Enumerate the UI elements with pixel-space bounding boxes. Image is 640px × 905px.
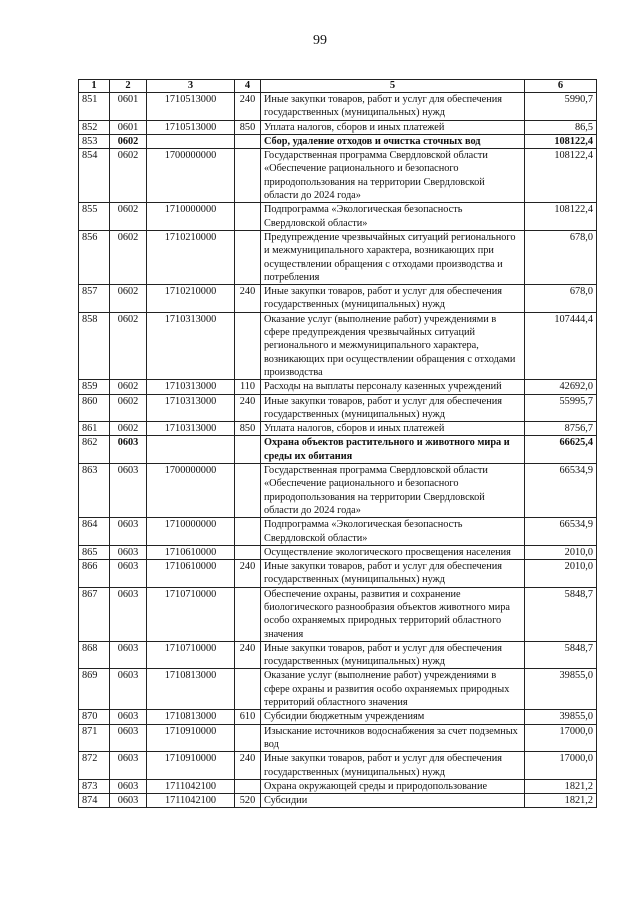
amount-cell: 17000,0 [525, 752, 597, 780]
expense-type-cell [235, 724, 261, 752]
expense-type-cell: 240 [235, 93, 261, 121]
expense-type-cell [235, 545, 261, 559]
expense-type-cell: 110 [235, 380, 261, 394]
section-code-cell: 0603 [110, 436, 147, 464]
amount-cell: 1821,2 [525, 794, 597, 808]
amount-cell: 66534,9 [525, 518, 597, 546]
expense-type-cell [235, 312, 261, 379]
item-name-cell: Охрана объектов растительного и животного мира и среды их обитания [261, 436, 525, 464]
expense-type-cell [235, 436, 261, 464]
item-name-cell: Подпрограмма «Экологическая безопасность Свердловской области» [261, 518, 525, 546]
section-code-cell: 0602 [110, 203, 147, 231]
amount-cell: 39855,0 [525, 710, 597, 724]
target-article-cell: 1710210000 [147, 230, 235, 284]
header-col-2: 2 [110, 80, 147, 93]
expense-type-cell: 850 [235, 120, 261, 134]
target-article-cell: 1710710000 [147, 641, 235, 669]
target-article-cell [147, 134, 235, 148]
row-number-cell: 859 [79, 380, 110, 394]
target-article-cell: 1710513000 [147, 120, 235, 134]
target-article-cell: 1710910000 [147, 752, 235, 780]
table-row [79, 203, 597, 231]
table-header-row [79, 80, 597, 93]
expense-type-cell [235, 203, 261, 231]
target-article-cell: 1710313000 [147, 380, 235, 394]
row-number-cell: 867 [79, 587, 110, 641]
expense-type-cell: 240 [235, 752, 261, 780]
item-name-cell: Государственная программа Свердловской области «Обеспечение рационального и безопасного природопользования на территории Свердловской области до 2024 года» [261, 149, 525, 203]
item-name-cell: Иные закупки товаров, работ и услуг для обеспечения государственных (муниципальных) нужд [261, 394, 525, 422]
amount-cell: 2010,0 [525, 560, 597, 588]
expense-type-cell [235, 518, 261, 546]
amount-cell: 66534,9 [525, 464, 597, 518]
section-code-cell: 0602 [110, 394, 147, 422]
table-row [79, 230, 597, 284]
expense-type-cell [235, 464, 261, 518]
table-row [79, 134, 597, 148]
amount-cell: 108122,4 [525, 203, 597, 231]
row-number-cell: 858 [79, 312, 110, 379]
expense-type-cell: 240 [235, 641, 261, 669]
table-row [79, 779, 597, 793]
item-name-cell: Субсидии [261, 794, 525, 808]
section-code-cell: 0602 [110, 422, 147, 436]
expense-type-cell: 240 [235, 285, 261, 313]
section-code-cell: 0602 [110, 380, 147, 394]
row-number-cell: 860 [79, 394, 110, 422]
section-code-cell: 0603 [110, 669, 147, 710]
section-code-cell: 0602 [110, 312, 147, 379]
table-row [79, 669, 597, 710]
row-number-cell: 852 [79, 120, 110, 134]
table-row [79, 464, 597, 518]
table-row [79, 545, 597, 559]
table-row [79, 794, 597, 808]
row-number-cell: 851 [79, 93, 110, 121]
row-number-cell: 868 [79, 641, 110, 669]
target-article-cell: 1710513000 [147, 93, 235, 121]
row-number-cell: 872 [79, 752, 110, 780]
row-number-cell: 863 [79, 464, 110, 518]
expense-type-cell: 850 [235, 422, 261, 436]
table-row [79, 560, 597, 588]
amount-cell: 108122,4 [525, 134, 597, 148]
section-code-cell: 0603 [110, 464, 147, 518]
section-code-cell: 0601 [110, 120, 147, 134]
table-row [79, 724, 597, 752]
amount-cell: 66625,4 [525, 436, 597, 464]
section-code-cell: 0602 [110, 230, 147, 284]
section-code-cell: 0602 [110, 134, 147, 148]
item-name-cell: Иные закупки товаров, работ и услуг для обеспечения государственных (муниципальных) нужд [261, 752, 525, 780]
row-number-cell: 871 [79, 724, 110, 752]
section-code-cell: 0601 [110, 93, 147, 121]
item-name-cell: Уплата налогов, сборов и иных платежей [261, 120, 525, 134]
table-row [79, 285, 597, 313]
table-row [79, 394, 597, 422]
amount-cell: 5848,7 [525, 641, 597, 669]
amount-cell: 42692,0 [525, 380, 597, 394]
table-body [79, 93, 597, 808]
table-row [79, 518, 597, 546]
target-article-cell: 1710813000 [147, 669, 235, 710]
expense-type-cell [235, 134, 261, 148]
amount-cell: 39855,0 [525, 669, 597, 710]
amount-cell: 678,0 [525, 230, 597, 284]
target-article-cell: 1710610000 [147, 545, 235, 559]
budget-table [78, 79, 597, 808]
section-code-cell: 0603 [110, 560, 147, 588]
row-number-cell: 862 [79, 436, 110, 464]
row-number-cell: 857 [79, 285, 110, 313]
section-code-cell: 0602 [110, 149, 147, 203]
table-row [79, 587, 597, 641]
expense-type-cell: 610 [235, 710, 261, 724]
row-number-cell: 874 [79, 794, 110, 808]
row-number-cell: 855 [79, 203, 110, 231]
expense-type-cell [235, 230, 261, 284]
row-number-cell: 864 [79, 518, 110, 546]
section-code-cell: 0603 [110, 779, 147, 793]
table-row [79, 120, 597, 134]
item-name-cell: Государственная программа Свердловской области «Обеспечение рационального и безопасного природопользования на территории Свердловской области до 2024 года» [261, 464, 525, 518]
item-name-cell: Осуществление экологического просвещения населения [261, 545, 525, 559]
table-row [79, 312, 597, 379]
expense-type-cell: 240 [235, 394, 261, 422]
item-name-cell: Оказание услуг (выполнение работ) учреждениями в сфере предупреждения чрезвычайных ситуаций регионального и межмуниципального характера, возникающих при осуществлении обращения с отходами производства [261, 312, 525, 379]
section-code-cell: 0603 [110, 752, 147, 780]
expense-type-cell [235, 779, 261, 793]
item-name-cell: Предупреждение чрезвычайных ситуаций регионального и межмуниципального характера, возникающих при осуществлении обращения с отходами производства и потребления [261, 230, 525, 284]
row-number-cell: 873 [79, 779, 110, 793]
row-number-cell: 861 [79, 422, 110, 436]
item-name-cell: Обеспечение охраны, развития и сохранение биологического разнообразия объектов животного мира особо охраняемых природных территорий областного значения [261, 587, 525, 641]
target-article-cell: 1710610000 [147, 560, 235, 588]
row-number-cell: 856 [79, 230, 110, 284]
item-name-cell: Иные закупки товаров, работ и услуг для обеспечения государственных (муниципальных) нужд [261, 641, 525, 669]
amount-cell: 86,5 [525, 120, 597, 134]
section-code-cell: 0603 [110, 587, 147, 641]
table-row [79, 93, 597, 121]
table-row [79, 436, 597, 464]
table-row [79, 752, 597, 780]
amount-cell: 17000,0 [525, 724, 597, 752]
table-row [79, 641, 597, 669]
target-article-cell: 1710813000 [147, 710, 235, 724]
item-name-cell: Оказание услуг (выполнение работ) учреждениями в сфере охраны и развития особо охраняемых природных территорий областного значения [261, 669, 525, 710]
target-article-cell: 1710313000 [147, 394, 235, 422]
target-article-cell: 1710313000 [147, 422, 235, 436]
amount-cell: 55995,7 [525, 394, 597, 422]
target-article-cell: 1700000000 [147, 464, 235, 518]
amount-cell: 108122,4 [525, 149, 597, 203]
section-code-cell: 0602 [110, 285, 147, 313]
table-row [79, 422, 597, 436]
amount-cell: 678,0 [525, 285, 597, 313]
section-code-cell: 0603 [110, 518, 147, 546]
header-col-5: 5 [261, 80, 525, 93]
item-name-cell: Уплата налогов, сборов и иных платежей [261, 422, 525, 436]
section-code-cell: 0603 [110, 794, 147, 808]
section-code-cell: 0603 [110, 710, 147, 724]
page-number: 99 [313, 33, 327, 48]
target-article-cell: 1710210000 [147, 285, 235, 313]
amount-cell: 8756,7 [525, 422, 597, 436]
section-code-cell: 0603 [110, 545, 147, 559]
expense-type-cell [235, 587, 261, 641]
item-name-cell: Субсидии бюджетным учреждениям [261, 710, 525, 724]
expense-type-cell [235, 149, 261, 203]
target-article-cell: 1700000000 [147, 149, 235, 203]
amount-cell: 5848,7 [525, 587, 597, 641]
row-number-cell: 870 [79, 710, 110, 724]
item-name-cell: Подпрограмма «Экологическая безопасность Свердловской области» [261, 203, 525, 231]
table-row [79, 380, 597, 394]
amount-cell: 107444,4 [525, 312, 597, 379]
target-article-cell: 1711042100 [147, 794, 235, 808]
target-article-cell: 1710000000 [147, 203, 235, 231]
target-article-cell: 1710910000 [147, 724, 235, 752]
header-col-1: 1 [79, 80, 110, 93]
target-article-cell: 1710000000 [147, 518, 235, 546]
row-number-cell: 854 [79, 149, 110, 203]
header-col-6: 6 [525, 80, 597, 93]
target-article-cell: 1710313000 [147, 312, 235, 379]
item-name-cell: Охрана окружающей среды и природопользование [261, 779, 525, 793]
expense-type-cell: 240 [235, 560, 261, 588]
target-article-cell: 1710710000 [147, 587, 235, 641]
expense-type-cell [235, 669, 261, 710]
row-number-cell: 853 [79, 134, 110, 148]
amount-cell: 2010,0 [525, 545, 597, 559]
item-name-cell: Иные закупки товаров, работ и услуг для обеспечения государственных (муниципальных) нужд [261, 93, 525, 121]
amount-cell: 5990,7 [525, 93, 597, 121]
table-row [79, 710, 597, 724]
section-code-cell: 0603 [110, 641, 147, 669]
header-col-4: 4 [235, 80, 261, 93]
row-number-cell: 865 [79, 545, 110, 559]
row-number-cell: 866 [79, 560, 110, 588]
item-name-cell: Расходы на выплаты персоналу казенных учреждений [261, 380, 525, 394]
section-code-cell: 0603 [110, 724, 147, 752]
amount-cell: 1821,2 [525, 779, 597, 793]
target-article-cell [147, 436, 235, 464]
expense-type-cell: 520 [235, 794, 261, 808]
item-name-cell: Сбор, удаление отходов и очистка сточных вод [261, 134, 525, 148]
item-name-cell: Иные закупки товаров, работ и услуг для обеспечения государственных (муниципальных) нужд [261, 285, 525, 313]
row-number-cell: 869 [79, 669, 110, 710]
header-col-3: 3 [147, 80, 235, 93]
item-name-cell: Иные закупки товаров, работ и услуг для обеспечения государственных (муниципальных) нужд [261, 560, 525, 588]
target-article-cell: 1711042100 [147, 779, 235, 793]
table-row [79, 149, 597, 203]
item-name-cell: Изыскание источников водоснабжения за счет подземных вод [261, 724, 525, 752]
